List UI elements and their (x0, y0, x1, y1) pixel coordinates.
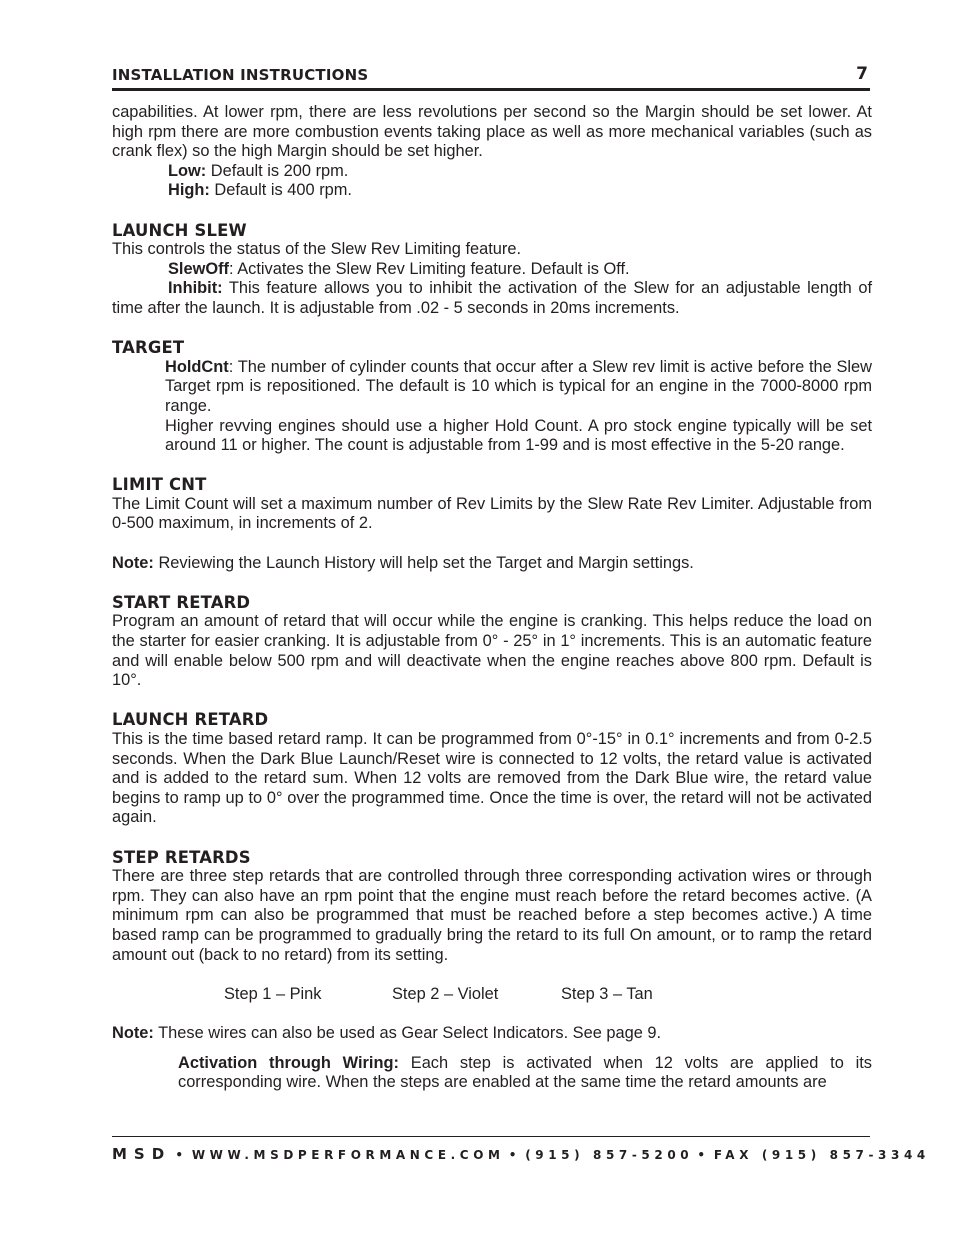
holdcnt-text: : The number of cylinder counts that occur after a Slew rev limit is active before the Slew Target rpm is repositioned. The default is 10 which is typical for an engine in the 7000-8000 rpm range. (165, 357, 872, 415)
low-text: Default is 200 rpm. (206, 161, 349, 180)
footer-text (112, 1145, 930, 1163)
holdcnt-label: HoldCnt (165, 357, 229, 376)
target-heading: TARGET (112, 338, 185, 358)
holdcnt-line (112, 358, 872, 417)
low-label: Low: (168, 161, 207, 180)
launch-slew-heading: LAUNCH SLEW (112, 220, 247, 240)
step-1-label: Step 1 – Pink (224, 984, 322, 1003)
step-wire-list (112, 985, 872, 1005)
step-note-label: Note: (112, 1023, 154, 1042)
footer-brand: MSD (112, 1145, 172, 1163)
activation-label: Activation through Wiring: (178, 1053, 399, 1072)
step-note-line (112, 1024, 872, 1044)
footer-phone: (915) 857-5200 (525, 1148, 694, 1162)
launch-retard-paragraph: This is the time based retard ramp. It can be programmed from 0°-15° in 0.1° increments and from 0-2.5 seconds. When the Dark Blue Launch/Reset wire is connected to 12 volts, the retard value is activated and is added to the retard sum. When 12 volts are removed from the Dark Blue wire, the retard value begins to ramp up to 0° over the programmed time. Once the time is over, the retard will not be activated again. (112, 730, 872, 827)
step-note-text: These wires can also be used as Gear Select Indicators. See page 9. (153, 1023, 662, 1042)
slewoff-label: SlewOff (168, 259, 230, 278)
intro-paragraph: capabilities. At lower rpm, there are less revolutions per second so the Margin should be set lower. At high rpm there are more combustion events taking place as well as more mechanical variables (such as crank flex) so the high Margin should be set higher. (112, 103, 872, 161)
inhibit-label: Inhibit: (168, 279, 223, 298)
step-retards-heading: STEP RETARDS (112, 847, 251, 867)
limit-cnt-paragraph: The Limit Count will set a maximum number of Rev Limits by the Slew Rate Rev Limiter. Adjustable from 0-500 maximum, in increments of 2. (112, 494, 872, 533)
start-retard-paragraph: Program an amount of retard that will occur while the engine is cranking. This helps reduce the load on the starter for easier cranking. It is adjustable from 0° - 25° in 1° increments. This is an automatic feature and will enable below 500 rpm and will deactivate when the engine reaches above 800 rpm. Default is 10°. (112, 612, 872, 690)
low-line (112, 162, 872, 182)
high-label: High: (168, 181, 210, 200)
footer-separator: • (175, 1148, 188, 1162)
header-title: INSTALLATION INSTRUCTIONS (112, 66, 369, 84)
high-text: Default is 400 rpm. (209, 181, 352, 200)
limit-note-label: Note: (112, 553, 154, 572)
footer-separator: • (508, 1148, 522, 1162)
limit-cnt-heading: LIMIT CNT (112, 475, 207, 495)
target-paragraph-2: Higher revving engines should use a higher Hold Count. A pro stock engine typically will be set around 11 or higher. The count is adjustable from 1-99 and is most effective in the 5-20 range. (165, 416, 872, 455)
limit-note-text: Reviewing the Launch History will help set the Target and Margin settings. (153, 553, 694, 572)
slewoff-text: : Activates the Slew Rev Limiting feature. Default is Off. (229, 259, 630, 278)
page-header (112, 66, 870, 91)
inhibit-line (112, 279, 872, 318)
footer-fax: FAX (915) 857-3344 (713, 1148, 930, 1162)
activation-text: Each step is activated when 12 volts are applied to its corresponding wire. When the steps are enabled at the same time the retard amounts are (178, 1053, 872, 1092)
launch-slew-paragraph: This controls the status of the Slew Rev Limiting feature. (112, 240, 522, 259)
footer-separator: • (697, 1148, 710, 1162)
slewoff-line (112, 260, 872, 280)
high-line (112, 181, 872, 201)
limit-note-line (112, 554, 872, 574)
activation-paragraph (112, 1054, 872, 1093)
page-footer (112, 1136, 930, 1163)
launch-retard-heading: LAUNCH RETARD (112, 710, 269, 730)
start-retard-heading: START RETARD (112, 592, 251, 612)
footer-website: WWW.MSDPERFORMANCE.COM (191, 1148, 505, 1162)
step-2-label: Step 2 – Violet (392, 984, 499, 1003)
step-3-label: Step 3 – Tan (561, 984, 653, 1003)
inhibit-text: This feature allows you to inhibit the activation of the Slew for an adjustable length of time after the launch. It is adjustable from .02 - 5 seconds in 20ms increments. (112, 279, 872, 317)
step-retards-paragraph: There are three step retards that are controlled through three corresponding activation wires or through rpm. They can also have an rpm point that the engine must reach before the retard becomes active. (A minimum rpm can also be programmed that must be reached before a step becomes active.) A time based ramp can be programmed to gradually bring the retard to its full On amount, or to ramp the retard amount out (back to no retard) from its setting. (112, 867, 872, 964)
page-content (112, 103, 872, 1093)
page-number: 7 (856, 64, 868, 84)
